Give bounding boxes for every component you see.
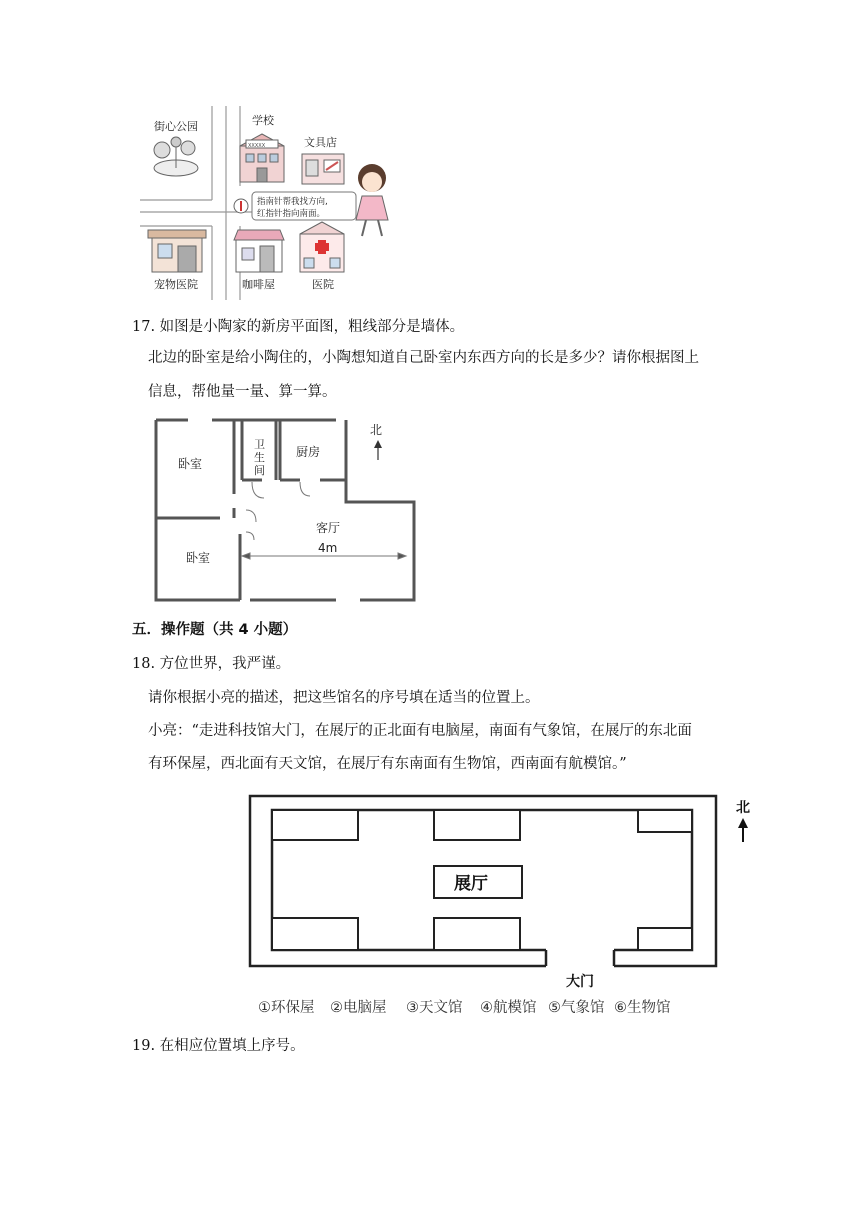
q19-line-1: 19. 在相应位置填上序号。 xyxy=(132,1038,305,1054)
exhibit-hall-figure xyxy=(246,790,766,1020)
stationery-label: 文具店 xyxy=(304,136,337,149)
north-label: 北 xyxy=(370,423,383,437)
cafe-icon xyxy=(234,230,284,272)
measure-label: 4m xyxy=(318,541,338,555)
q18-line-3: 小亮：“走进科技馆大门，在展厅的正北面有电脑屋，南面有气象馆，在展厅的东北面 xyxy=(148,723,692,739)
school-sign: XXXXX xyxy=(248,143,266,149)
bedroom-south-label: 卧室 xyxy=(186,551,211,565)
school-building-icon xyxy=(240,134,284,182)
hospital-label: 医院 xyxy=(312,278,334,291)
cafe-label: 咖啡屋 xyxy=(242,278,275,291)
gate-label: 大门 xyxy=(566,974,594,990)
options-row xyxy=(258,994,688,1020)
bedroom-north-label: 卧室 xyxy=(178,457,203,471)
exhibit-north-label: 北 xyxy=(736,800,750,816)
north-arrow-icon xyxy=(374,440,382,460)
q18-line-2: 请你根据小亮的描述，把这些馆名的序号填在适当的位置上。 xyxy=(148,690,540,706)
hint-line-1: 指南针帮我找方向, xyxy=(257,197,328,207)
room-northeast[interactable] xyxy=(638,810,692,832)
room-south[interactable] xyxy=(434,918,520,950)
q18-line-4: 有环保屋，西北面有天文馆，在展厅有东南面有生物馆，西南面有航模馆。” xyxy=(148,756,627,772)
room-northwest[interactable] xyxy=(272,810,358,840)
room-north[interactable] xyxy=(434,810,520,840)
pet-hospital-label: 宠物医院 xyxy=(154,278,198,291)
q17-line-3: 信息，帮他量一量、算一算。 xyxy=(148,384,337,400)
option-3: ③天文馆 xyxy=(406,1000,463,1016)
kitchen-label: 厨房 xyxy=(296,445,321,459)
floor-plan-figure xyxy=(150,414,430,608)
q18-line-1: 18. 方位世界，我严谨。 xyxy=(132,656,291,672)
girl-character-icon xyxy=(356,164,388,236)
q17-line-1: 17. 如图是小陶家的新房平面图，粗线部分是墙体。 xyxy=(132,319,465,335)
option-4: ④航模馆 xyxy=(480,1000,537,1016)
pet-hospital-icon xyxy=(148,230,206,272)
living-room-label: 客厅 xyxy=(316,521,341,535)
exhibit-north-arrow-icon xyxy=(738,818,748,842)
q17-line-2: 北边的卧室是给小陶住的，小陶想知道自己卧室内东西方向的长是多少？请你根据图上 xyxy=(148,350,699,366)
option-2: ②电脑屋 xyxy=(330,1000,387,1016)
bathroom-label-1: 卫 xyxy=(254,438,265,451)
stationery-shop-icon xyxy=(302,154,344,184)
hall-label: 展厅 xyxy=(454,874,488,894)
bathroom-label-2: 生 xyxy=(254,451,265,464)
section-5-title: 五．操作题（共 4 小题） xyxy=(132,622,298,638)
park-label: 街心公园 xyxy=(154,120,198,133)
park-icon xyxy=(154,137,198,176)
option-6: ⑥生物馆 xyxy=(614,1000,671,1016)
option-5: ⑤气象馆 xyxy=(548,1000,605,1016)
map-figure xyxy=(140,106,400,300)
room-southwest[interactable] xyxy=(272,918,358,950)
option-1: ①环保屋 xyxy=(258,1000,315,1016)
school-label: 学校 xyxy=(252,114,274,127)
hint-line-2: 红指针指向南面。 xyxy=(257,209,326,219)
bathroom-label-3: 间 xyxy=(254,464,265,477)
room-southeast[interactable] xyxy=(638,928,692,950)
hospital-icon xyxy=(300,222,344,272)
